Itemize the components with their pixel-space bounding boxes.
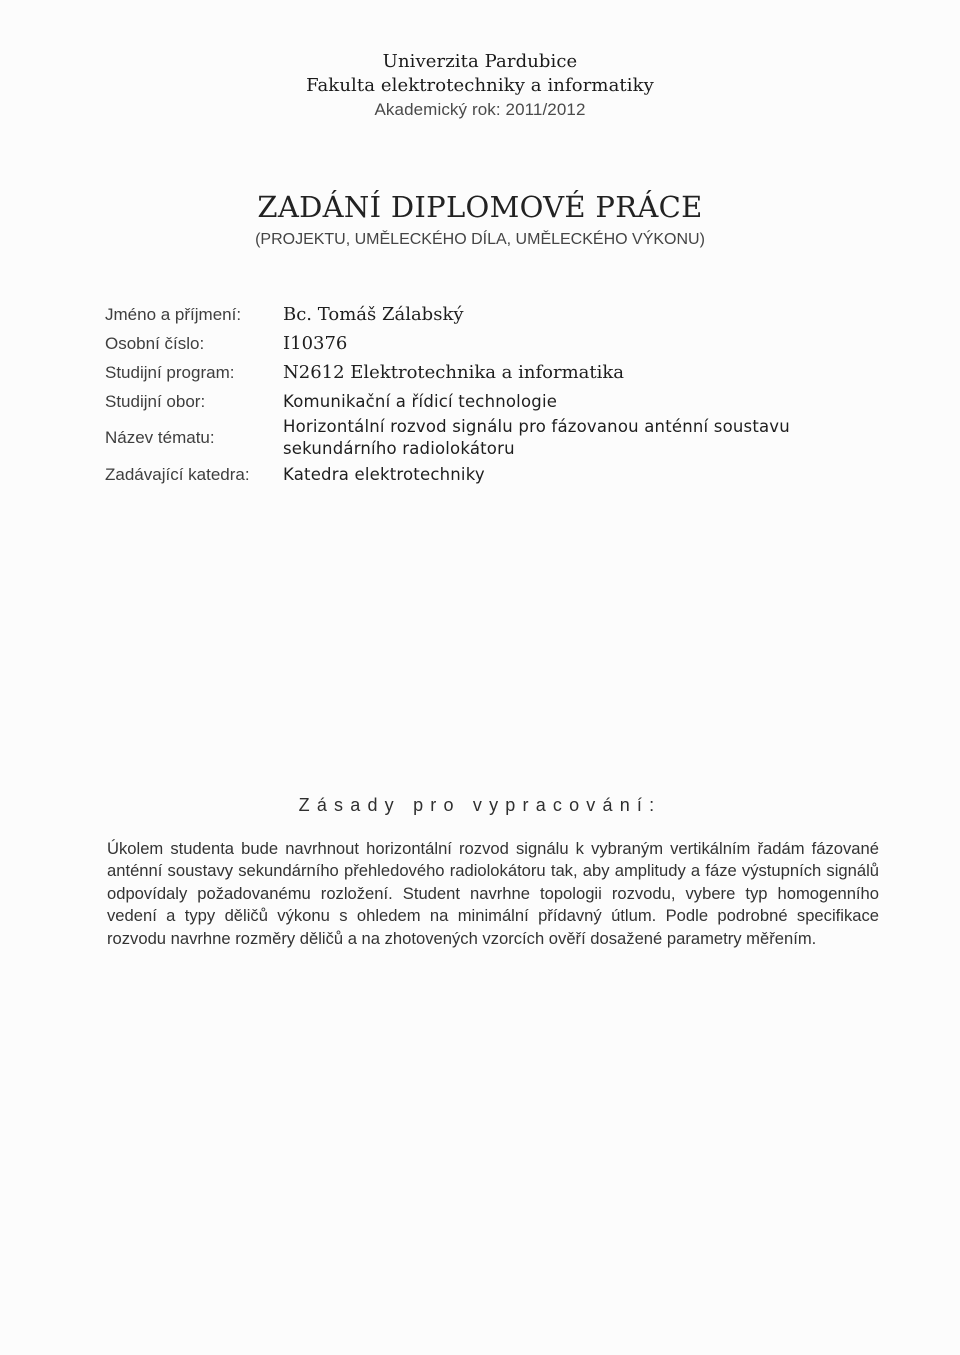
id-label: Osobní číslo: — [105, 333, 205, 353]
university-name: Univerzita Pardubice — [382, 51, 578, 72]
info-row-program — [105, 358, 895, 387]
rules-text: Úkolem studenta bude navrhnout horizontální rozvod signálu k vybraným vertikálním řadám fázované anténní soustavy sekundárního přehledového radiolokátoru tak, aby amplitudy a fáze výstupních signálů odpovídaly požadovanému rozložení. Student navrhne topologii rozvodu, vybere typ homogenního vedení a typy děličů výkonu s ohledem na minimální přídavný útlum. Podle podrobné specifikace rozvodu navrhne rozměry děličů a na zhotovených vzorcích ověří dosažené parametry měřením. — [107, 839, 879, 948]
id-value: I10376 — [283, 333, 348, 354]
topic-label: Název tématu: — [105, 428, 215, 447]
name-value: Bc. Tomáš Zálabský — [283, 304, 464, 325]
academic-year: Akademický rok: 2011/2012 — [374, 100, 586, 119]
rules-heading: Zásady pro vypracování: — [298, 795, 662, 815]
department-value: Katedra elektrotechniky — [283, 465, 485, 484]
document-title: ZADÁNÍ DIPLOMOVÉ PRÁCE — [257, 190, 703, 224]
document-subtitle: (PROJEKTU, UMĚLECKÉHO DÍLA, UMĚLECKÉHO VÝKONU) — [255, 231, 705, 248]
field-label: Studijní obor: — [105, 391, 206, 411]
program-value: N2612 Elektrotechnika a informatika — [283, 362, 625, 383]
info-row-field — [105, 387, 895, 416]
student-info-table — [105, 300, 895, 489]
document-title-block — [0, 188, 960, 251]
info-row-topic — [105, 416, 895, 460]
field-value: Komunikační a řídicí technologie — [283, 392, 558, 411]
topic-value: Horizontální rozvod signálu pro fázovanou anténní soustavu sekundárního radiolokátoru — [283, 417, 790, 458]
info-row-department — [105, 460, 895, 489]
document-header — [0, 50, 960, 122]
program-label: Studijní program: — [105, 362, 235, 382]
info-row-name — [105, 300, 895, 329]
info-row-id — [105, 329, 895, 358]
department-label: Zadávající katedra: — [105, 464, 250, 484]
name-label: Jméno a příjmení: — [105, 304, 242, 324]
faculty-name: Fakulta elektrotechniky a informatiky — [306, 75, 654, 96]
